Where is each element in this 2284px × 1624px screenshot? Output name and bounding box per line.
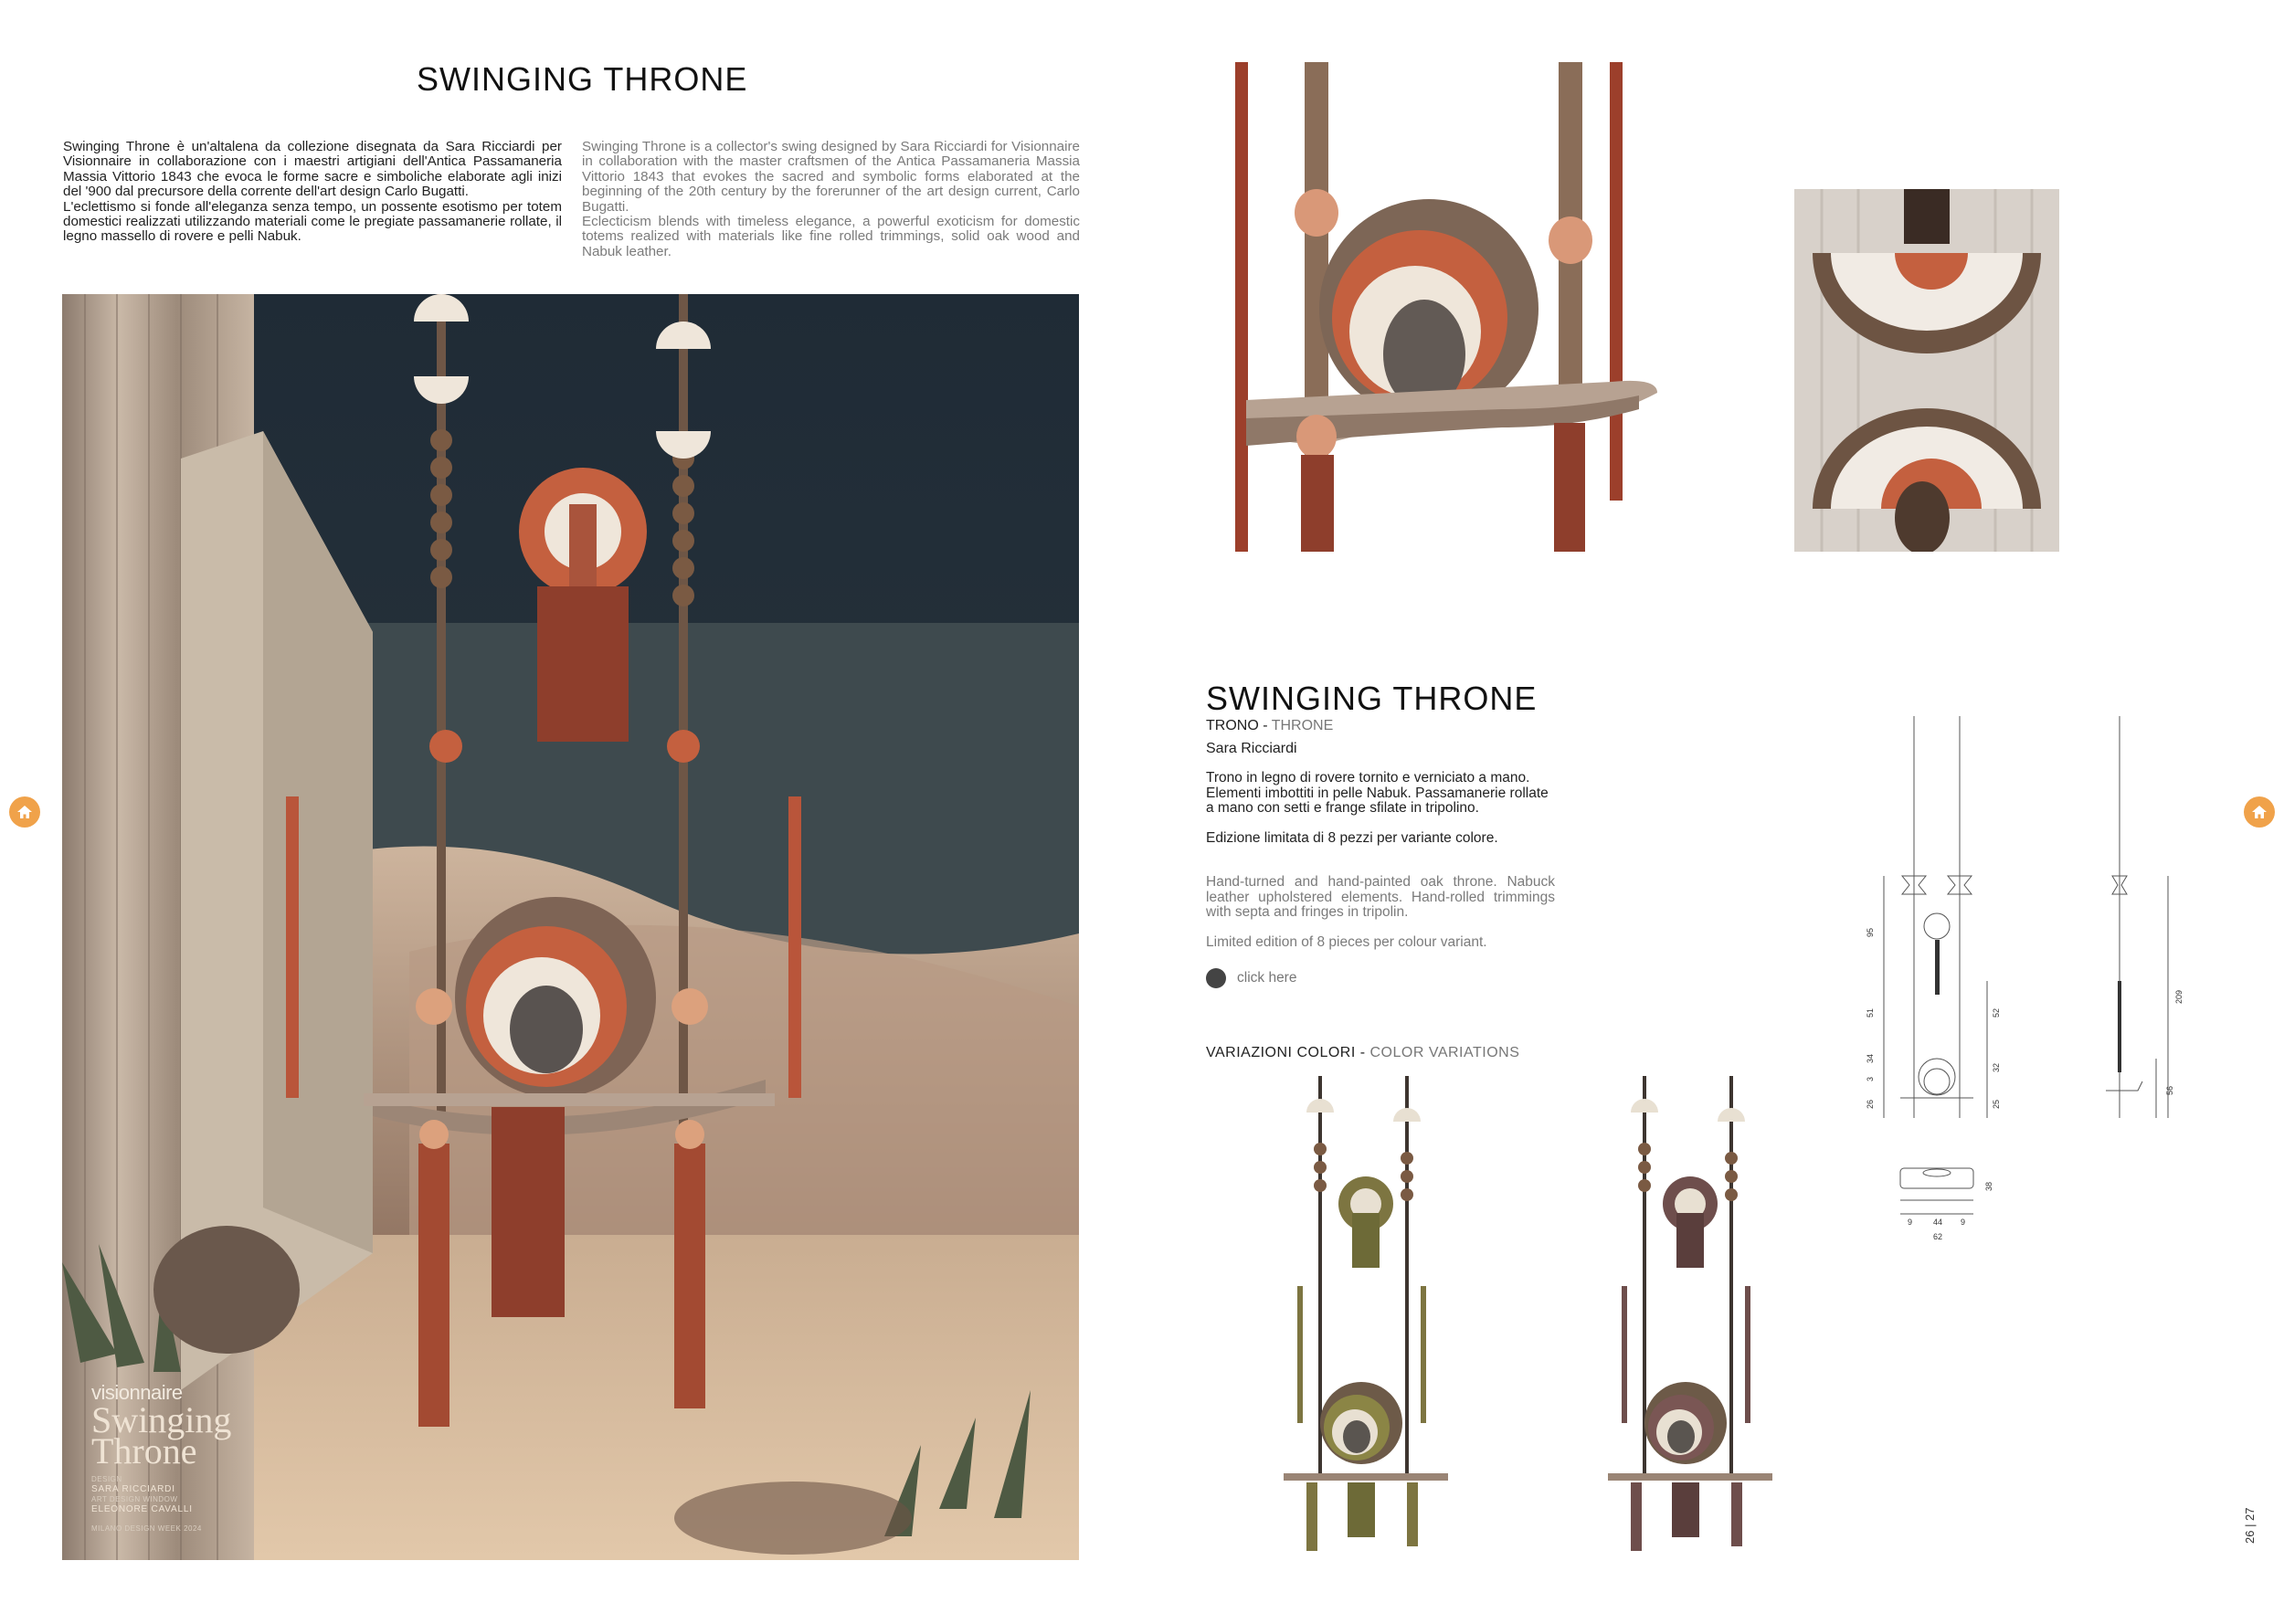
- desc-en-p1: Hand-turned and hand-painted oak throne. Nabuck leather upholstered elements. Hand-rolled trimmings with septa and fringes in tripolin.: [1206, 874, 1555, 920]
- detail-photo-medallion: [1794, 189, 2059, 552]
- dim-38: 38: [1984, 1181, 1993, 1191]
- hero-event: MILANO DESIGN WEEK 2024: [91, 1524, 202, 1533]
- product-designer: Sara Ricciardi: [1206, 741, 1297, 756]
- design-label: DESIGN: [91, 1475, 122, 1483]
- home-button-right[interactable]: [2244, 796, 2275, 828]
- dim-62: 62: [1933, 1232, 1943, 1241]
- category-separator: -: [1258, 718, 1272, 733]
- home-icon: [16, 803, 34, 821]
- category-it: TRONO: [1206, 718, 1259, 733]
- hero-name-line1: Swinging: [91, 1399, 232, 1440]
- desc-en-p2: Limited edition of 8 pieces per colour variant.: [1206, 933, 1487, 950]
- hero-photo: [62, 294, 1079, 1560]
- dim-32: 32: [1992, 1062, 2001, 1072]
- variations-it: VARIAZIONI COLORI: [1206, 1045, 1356, 1060]
- desc-it-p2: Edizione limitata di 8 pezzi per variante colore.: [1206, 829, 1498, 846]
- dim-44: 44: [1933, 1218, 1943, 1227]
- dim-3: 3: [1866, 1076, 1875, 1081]
- page-number: 26 | 27: [2243, 1507, 2257, 1544]
- click-here-label: click here: [1237, 970, 1297, 986]
- brand-logo: visionnaire: [91, 1381, 183, 1404]
- link-dot-icon: [1206, 968, 1226, 988]
- color-variant-olive: [1284, 1076, 1448, 1558]
- dim-209: 209: [2174, 989, 2184, 1004]
- click-here-link[interactable]: [1206, 968, 1296, 988]
- desc-it-p1: Trono in legno di rovere tornito e verniciato a mano. Elementi imbottiti in pelle Nabuk. Passamanerie rollate a mano con setti e frange sfilate in tripolino.: [1206, 770, 1549, 816]
- detail-photo-seat: [1228, 62, 1666, 552]
- hero-name-line2: Throne: [91, 1430, 197, 1471]
- page-title: SWINGING THRONE: [417, 60, 748, 98]
- color-variations-heading: [1206, 1045, 1519, 1061]
- dim-26: 26: [1866, 1099, 1875, 1109]
- product-title: SWINGING THRONE: [1206, 680, 1538, 717]
- intro-en-p2: Eclecticism blends with timeless elegance, a powerful exoticism for domestic totems realized with materials like fine rolled trimmings, solid oak wood and Nabuk leather.: [582, 214, 1080, 259]
- variations-separator: -: [1355, 1045, 1370, 1060]
- hero-designer: SARA RICCIARDI: [91, 1484, 175, 1494]
- art-label: ART DESIGN WINDOW: [91, 1495, 178, 1503]
- category-en: THRONE: [1271, 718, 1334, 733]
- home-icon: [2250, 803, 2268, 821]
- dim-52: 52: [1992, 1007, 2001, 1018]
- product-category: [1206, 718, 1333, 734]
- home-button-left[interactable]: [9, 796, 40, 828]
- dim-34: 34: [1866, 1053, 1875, 1063]
- variations-en: COLOR VARIATIONS: [1369, 1045, 1520, 1060]
- dim-95: 95: [1866, 927, 1875, 937]
- product-desc-italian: [1206, 771, 1555, 860]
- intro-it-p2: L'eclettismo si fonde all'eleganza senza tempo, un possente esotismo per totem domestici realizzati utilizzando materiali come le pregiate passamanerie rollate, il legno massello di rovere e pelli Nabuk.: [63, 198, 562, 245]
- hero-brand-overlay: [91, 1381, 231, 1534]
- intro-it-p1: Swinging Throne è un'altalena da collezione disegnata da Sara Ricciardi per Visionnaire in collaborazione con i maestri artigiani dell'Antica Passamaneria Massia Vittorio 1843 che evoca le forme sacre e simboliche elaborate agli inizi del '900 dal precursore della corrente dell'art design Carlo Bugatti.: [63, 139, 562, 200]
- dim-56: 56: [2165, 1085, 2174, 1095]
- dim-9b: 9: [1961, 1218, 1966, 1227]
- dim-51: 51: [1866, 1007, 1875, 1018]
- color-variant-plum: [1608, 1076, 1772, 1558]
- intro-italian: [63, 140, 562, 245]
- intro-english: [582, 140, 1080, 259]
- dim-25: 25: [1992, 1099, 2001, 1109]
- dim-9a: 9: [1908, 1218, 1913, 1227]
- product-desc-english: [1206, 875, 1555, 965]
- technical-drawing: [1845, 716, 2211, 1246]
- intro-en-p1: Swinging Throne is a collector's swing designed by Sara Ricciardi for Visionnaire in collaboration with the master craftsmen of the Antica Passamaneria Massia Vittorio 1843 that evokes the sacred and symbolic forms elaborated at the beginning of the 20th century by the forerunner of the art design current, Carlo Bugatti.: [582, 139, 1080, 215]
- hero-art-designer: ELEONORE CAVALLI: [91, 1504, 193, 1514]
